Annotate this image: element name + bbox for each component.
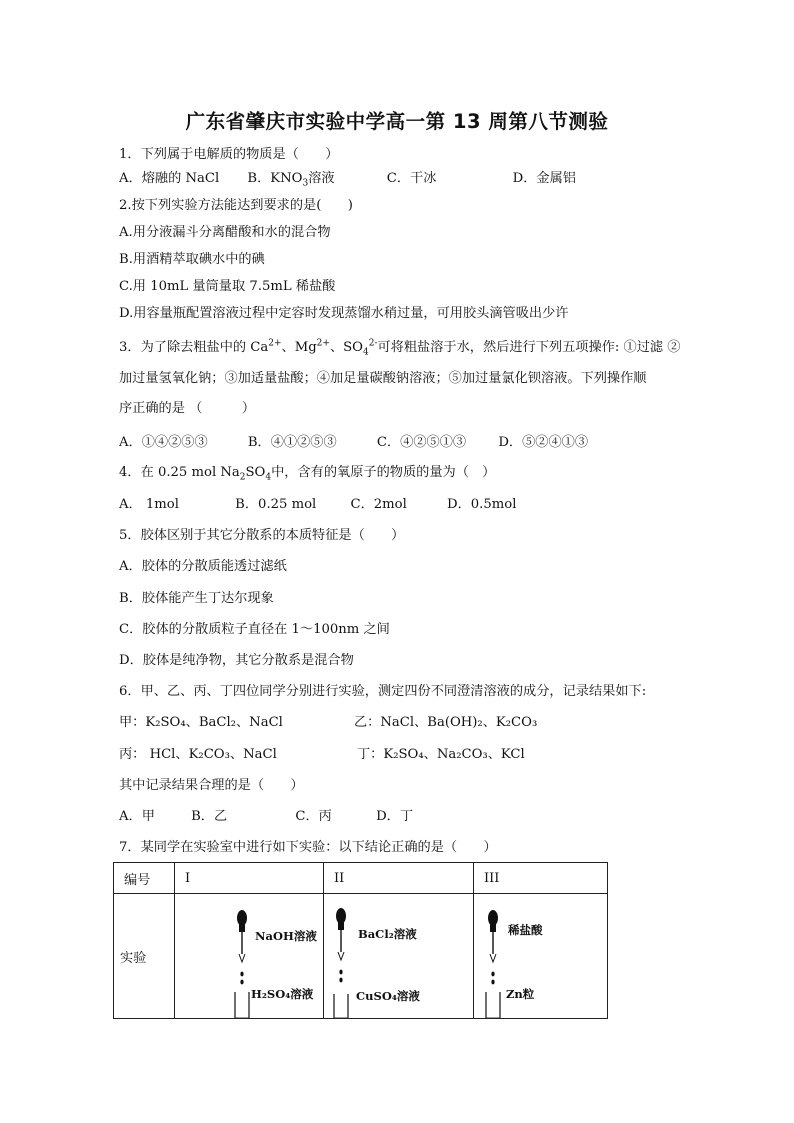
question-3-stem-line2: 加过量氢氧化钠；③加适量盐酸；④加足量碳酸钠溶液；⑤加过量氯化钡溶液。下列操作顺 (119, 371, 647, 386)
q4-option-b: B．0.25 mol (235, 497, 317, 512)
header-number: 编号 (114, 863, 175, 894)
row-label-experiment: 实验 (114, 894, 175, 1019)
q2-option-a: A.用分液漏斗分离醋酸和水的混合物 (119, 225, 331, 240)
question-1-stem: 1．下列属于电解质的物质是（ ） (119, 147, 339, 162)
q6-option-a: A．甲 (119, 809, 155, 824)
q6-record-bing: 丙： HCl、K₂CO₃、NaCl (119, 747, 277, 762)
question-3-options (119, 434, 588, 452)
experiment-cell-1 (175, 894, 324, 1019)
experiment-cell-3 (474, 894, 608, 1019)
table-row-experiment (114, 894, 608, 1019)
q3-option-a: A．①④②⑤③ (119, 435, 208, 450)
q4-option-a: A． 1mol (119, 497, 179, 512)
header-exp-2: II (324, 863, 474, 894)
q1-option-b: B．$KNO_3$溶液 (247, 171, 335, 189)
question-4-options (119, 496, 516, 514)
experiment-table (113, 862, 608, 1019)
question-6-question: 其中记录结果合理的是（ ） (119, 778, 304, 793)
q1-option-c: C．干冰 (386, 171, 437, 186)
page-title: 广东省肇庆市实验中学高一第 13 周第八节测验 (185, 110, 609, 133)
q6-record-jia: 甲：K₂SO₄、BaCl₂、NaCl (119, 715, 283, 730)
question-1-options (119, 170, 576, 188)
question-3-stem-line3: 序正确的是 （ ） (119, 401, 256, 416)
q2-option-d: D.用容量瓶配置溶液过程中定容时发现蒸馏水稍过量，可用胶头滴管吸出少许 (119, 306, 569, 321)
question-2-stem: 2.按下列实验方法能达到要求的是( ) (119, 198, 353, 213)
header-exp-1: I (175, 863, 324, 894)
q3-option-b: B．④①②⑤③ (247, 435, 337, 450)
q6-option-d: D．丁 (376, 809, 414, 824)
question-7-stem: 7．某同学在实验室中进行如下实验：以下结论正确的是（ ） (119, 840, 497, 855)
q5-option-d: D．胶体是纯净物，其它分散系是混合物 (119, 653, 354, 668)
question-5-stem: 5．胶体区别于其它分散系的本质特征是（ ） (119, 528, 405, 543)
experiment-cell-2 (324, 894, 474, 1019)
table-header-row (114, 863, 608, 894)
dropper-tube-diagram-3 (474, 894, 606, 1018)
q6-record-ding: 丁：K₂SO₄、Na₂CO₃、KCl (357, 747, 525, 762)
question-3-stem-line1: 3．为了除去粗盐中的 $Ca^{2+}$、$Mg^{2+}$、$SO_4^{2-}$可将粗盐溶于水，然后进行下列五项操作: ①过滤 ② (119, 338, 681, 358)
reagent-label-bottom-1: H₂SO₄溶液 (251, 987, 314, 1001)
reagent-label-top-2: BaCl₂溶液 (358, 927, 417, 941)
q2-option-c: C.用 10mL 量筒量取 7.5mL 稀盐酸 (119, 279, 336, 294)
question-4-stem: 4．在 0.25 mol $Na_2SO_4$中，含有的氧原子的物质的量为（ ） (119, 465, 496, 483)
q6-option-c: C．丙 (295, 809, 332, 824)
q6-option-b: B．乙 (191, 809, 228, 824)
reagent-label-top-3: 稀盐酸 (508, 923, 543, 937)
q4-option-d: D．0.5mol (447, 497, 517, 512)
reagent-label-bottom-3: Zn粒 (506, 987, 535, 1001)
q4-option-c: C．2mol (350, 497, 407, 512)
q2-option-b: B.用酒精萃取碘水中的碘 (119, 252, 265, 267)
reagent-label-top-1: NaOH溶液 (255, 929, 317, 943)
q5-option-a: A．胶体的分散质能透过滤纸 (119, 559, 287, 574)
q5-option-c: C．胶体的分散质粒子直径在 1～100nm 之间 (119, 622, 390, 637)
q1-option-a: A．熔融的 NaCl (119, 171, 220, 186)
q1-option-d: D．金属铝 (512, 171, 576, 186)
q5-option-b: B．胶体能产生丁达尔现象 (119, 591, 274, 606)
question-6-options (119, 808, 413, 826)
q3-option-d: D．⑤②④①③ (498, 435, 589, 450)
q3-option-c: C．④②⑤①③ (376, 435, 467, 450)
question-6-stem: 6．甲、乙、丙、丁四位同学分别进行实验，测定四份不同澄清溶液的成分，记录结果如下: (119, 684, 647, 699)
header-exp-3: III (474, 863, 608, 894)
q6-record-yi: 乙：NaCl、Ba(OH)₂、K₂CO₃ (354, 715, 538, 730)
reagent-label-bottom-2: CuSO₄溶液 (356, 989, 420, 1003)
